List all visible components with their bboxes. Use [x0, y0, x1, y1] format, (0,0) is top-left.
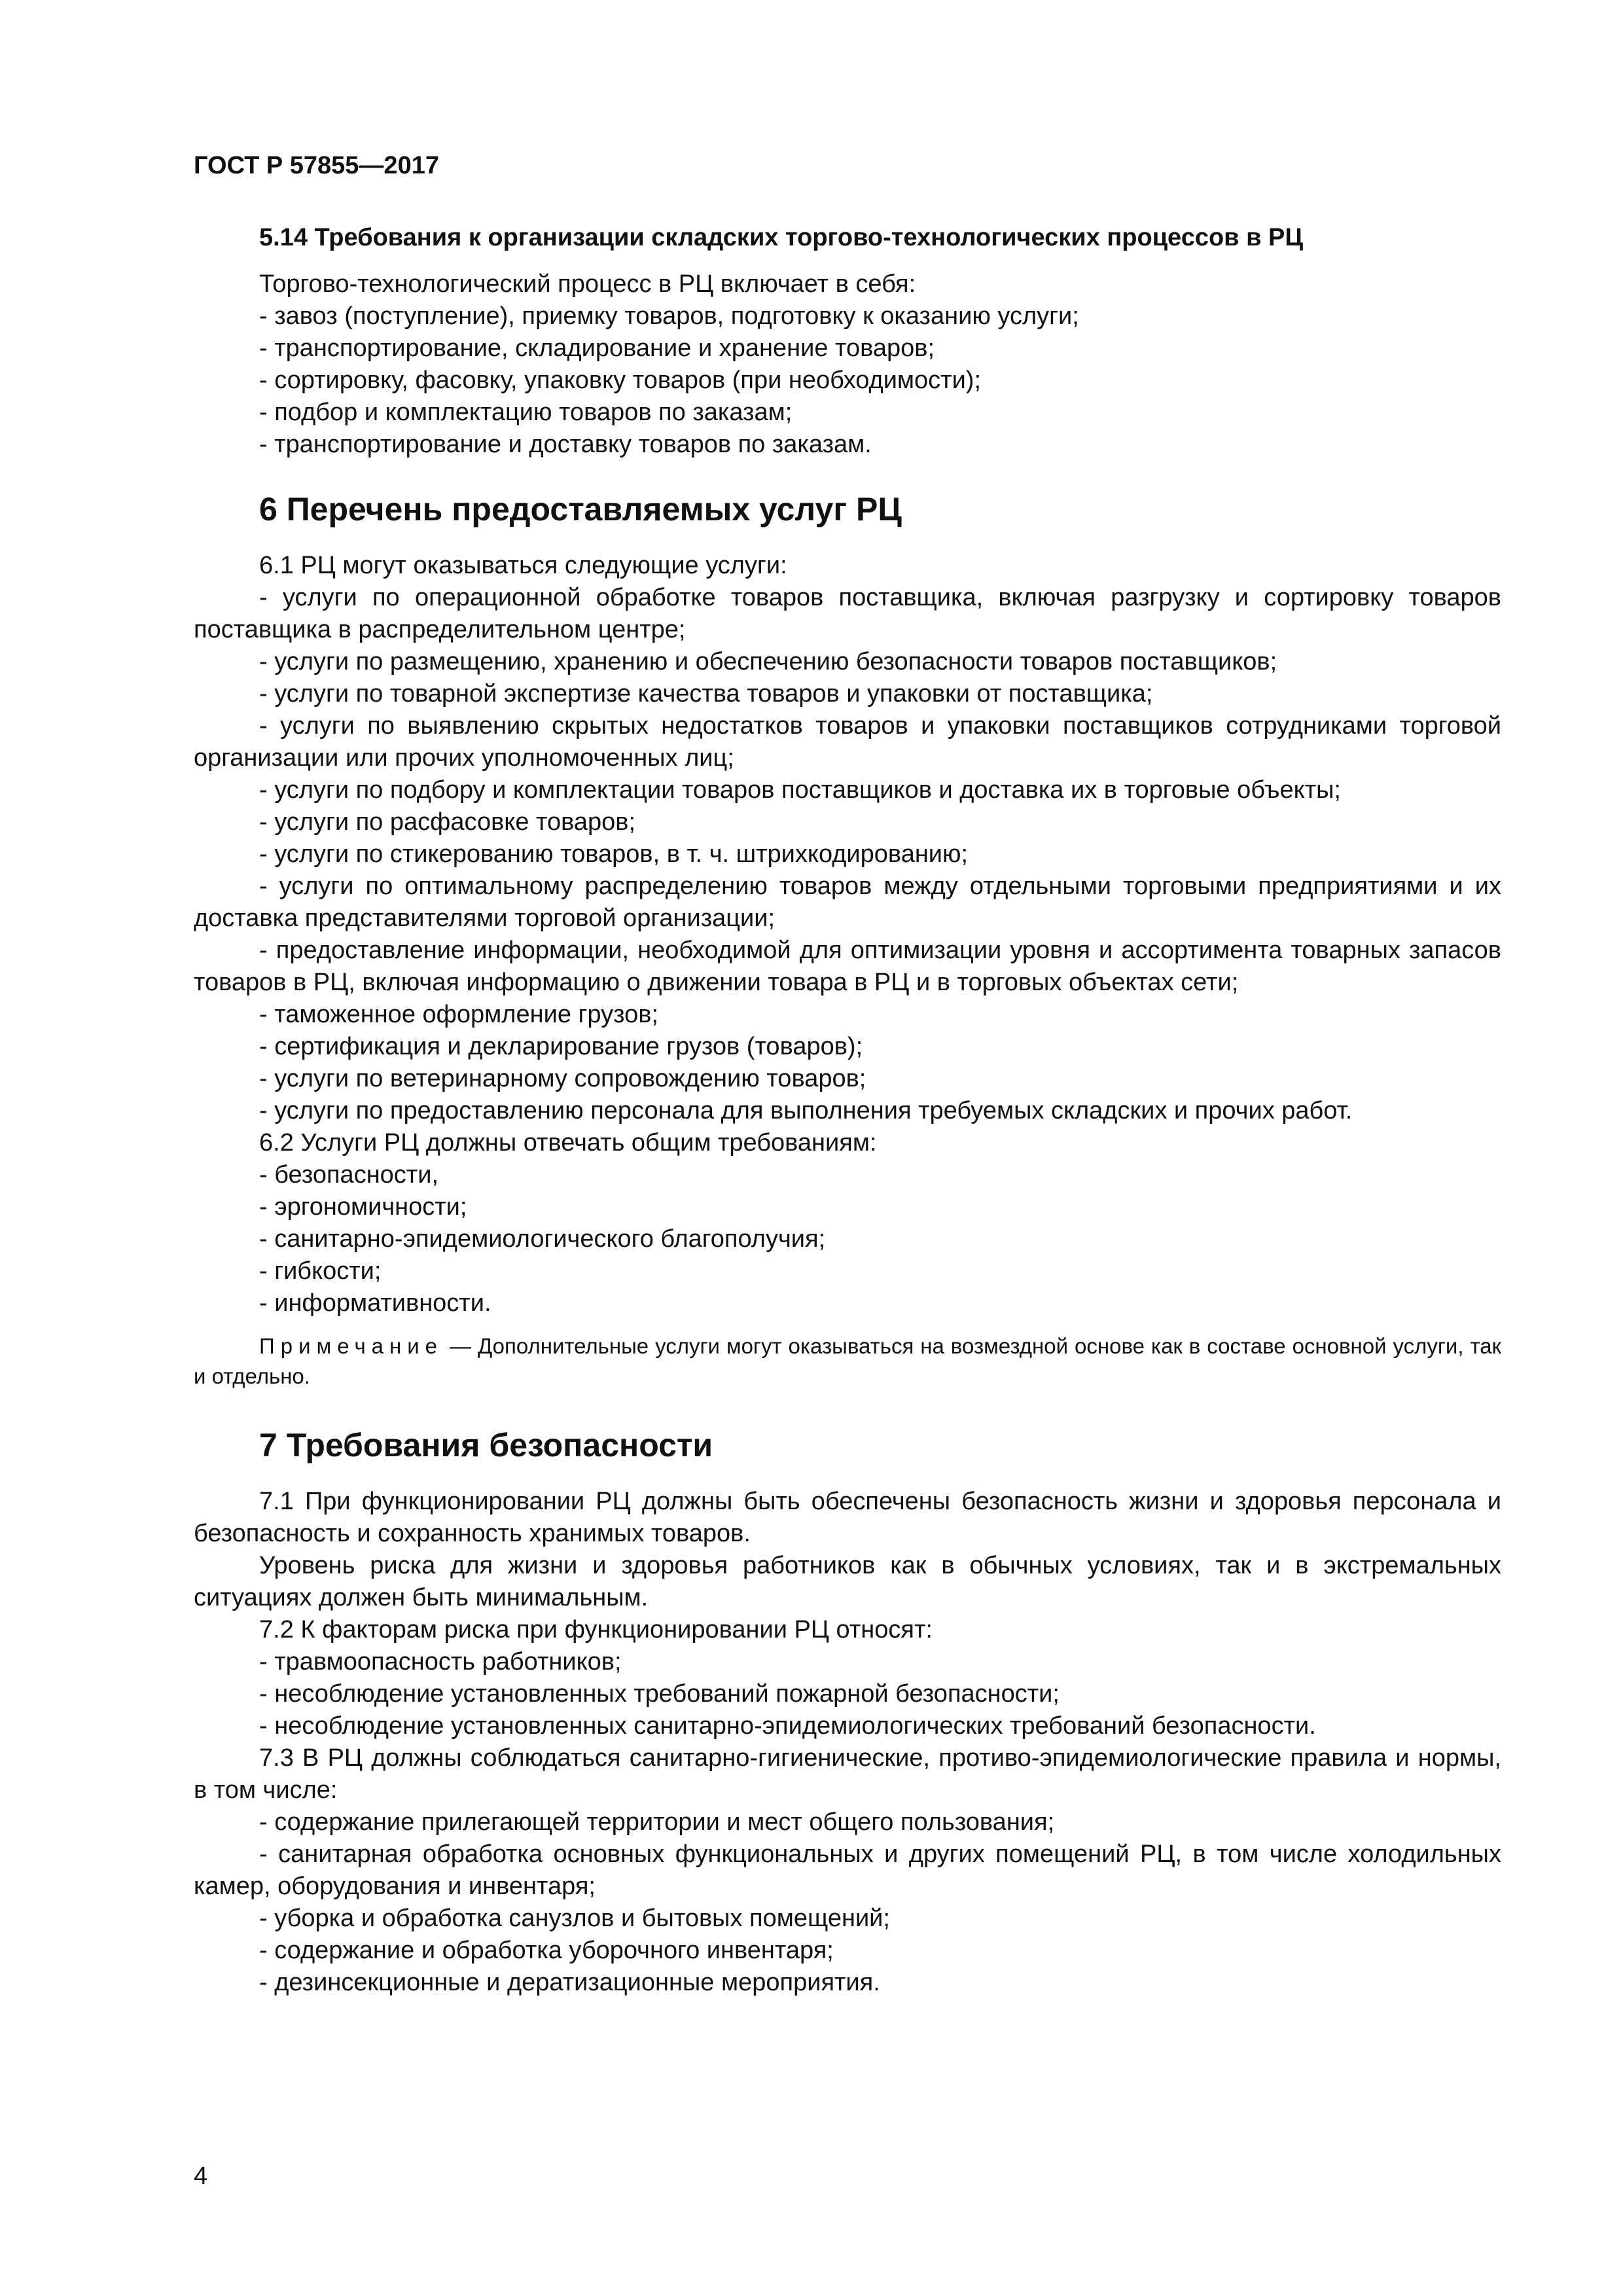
list-item: - информативности.	[259, 1289, 491, 1317]
section-5-14-intro: Торгово-технологический процесс в РЦ включает в себя:	[259, 270, 916, 298]
list-item: - услуги по подбору и комплектации товаров поставщиков и доставка их в торговые объекты;	[259, 776, 1341, 804]
list-item: - таможенное оформление грузов;	[259, 1001, 658, 1028]
list-item: - содержание прилегающей территории и мест общего пользования;	[259, 1808, 1055, 1836]
list-item: - подбор и комплектацию товаров по заказам;	[259, 399, 793, 426]
list-item: - травмоопасность работников;	[259, 1648, 622, 1676]
list-item: - завоз (поступление), приемку товаров, подготовку к оказанию услуги;	[259, 302, 1079, 330]
list-item: - услуги по размещению, хранению и обеспечению безопасности товаров поставщиков;	[259, 648, 1277, 675]
list-item: - услуги по операционной обработке товаров поставщика, включая разгрузку и сортировку товаров поставщика в распределительном центре;	[194, 584, 1501, 643]
list-item: - услуги по ветеринарному сопровождению товаров;	[259, 1065, 866, 1092]
list-item: - услуги по товарной экспертизе качества товаров и упаковки от поставщика;	[259, 680, 1153, 708]
list-item: - дезинсекционные и дератизационные мероприятия.	[259, 1969, 880, 1996]
list-item: - санитарная обработка основных функциональных и других помещений РЦ, в том числе холодильных камер, оборудования и инвентаря;	[194, 1840, 1501, 1900]
list-item: - санитарно-эпидемиологического благополучия;	[259, 1225, 826, 1253]
list-item: - безопасности,	[259, 1161, 438, 1189]
list-item: - транспортирование, складирование и хранение товаров;	[259, 334, 935, 362]
list-item: - предоставление информации, необходимой для оптимизации уровня и ассортимента товарных запасов товаров в РЦ, включая информацию о движении товара в РЦ и в торговых объектах сети;	[194, 937, 1501, 996]
clause-7-3: 7.3 В РЦ должны соблюдаться санитарно-гигиенические, противо-эпидемиологические правила и нормы, в том числе:	[194, 1744, 1501, 1804]
clause-6-2: 6.2 Услуги РЦ должны отвечать общим требованиям:	[259, 1129, 877, 1157]
list-item: - эргономичности;	[259, 1193, 467, 1221]
document-code: ГОСТ Р 57855—2017	[194, 152, 439, 179]
list-item: - транспортирование и доставку товаров по заказам.	[259, 431, 872, 458]
list-item: - содержание и обработка уборочного инвентаря;	[259, 1937, 834, 1964]
list-item: - несоблюдение установленных санитарно-эпидемиологических требований безопасности.	[259, 1712, 1316, 1740]
note-label: Примечание	[259, 1334, 444, 1358]
section-7-title: 7 Требования безопасности	[259, 1427, 713, 1463]
list-item: - сортировку, фасовку, упаковку товаров (при необходимости);	[259, 367, 982, 394]
page-number: 4	[194, 2162, 208, 2190]
list-item: - услуги по оптимальному распределению товаров между отдельными торговыми предприятиями и их доставка представителями торговой организации;	[194, 872, 1501, 932]
list-item: - несоблюдение установленных требований пожарной безопасности;	[259, 1680, 1060, 1708]
document-page	[194, 149, 1501, 1999]
section-5-14-title: 5.14 Требования к организации складских торгово-технологических процессов в РЦ	[259, 224, 1304, 251]
list-item: - гибкости;	[259, 1257, 382, 1285]
clause-7-2: 7.2 К факторам риска при функционировании РЦ относят:	[259, 1616, 933, 1643]
list-item: - услуги по предоставлению персонала для выполнения требуемых складских и прочих работ.	[259, 1097, 1353, 1124]
list-item: - услуги по выявлению скрытых недостатков товаров и упаковки поставщиков сотрудниками торговой организации или прочих уполномоченных лиц;	[194, 712, 1501, 772]
clause-7-1-risk-level: Уровень риска для жизни и здоровья работников как в обычных условиях, так и в экстремальных ситуациях должен быть минимальным.	[194, 1552, 1501, 1611]
clause-7-1: 7.1 При функционировании РЦ должны быть обеспечены безопасность жизни и здоровья персонала и безопасность и сохранность хранимых товаров.	[194, 1488, 1501, 1547]
list-item: - сертификация и декларирование грузов (товаров);	[259, 1033, 863, 1060]
clause-6-1: 6.1 РЦ могут оказываться следующие услуги:	[259, 552, 787, 579]
note	[194, 1331, 1501, 1391]
list-item: - услуги по стикерованию товаров, в т. ч. штрихкодированию;	[259, 840, 969, 868]
list-item: - услуги по расфасовке товаров;	[259, 808, 636, 836]
section-6-title: 6 Перечень предоставляемых услуг РЦ	[259, 491, 902, 528]
note-text: — Дополнительные услуги могут оказываться на возмездной основе как в составе основной услуги, так и отдельно.	[194, 1334, 1501, 1388]
list-item: - уборка и обработка санузлов и бытовых помещений;	[259, 1905, 890, 1932]
